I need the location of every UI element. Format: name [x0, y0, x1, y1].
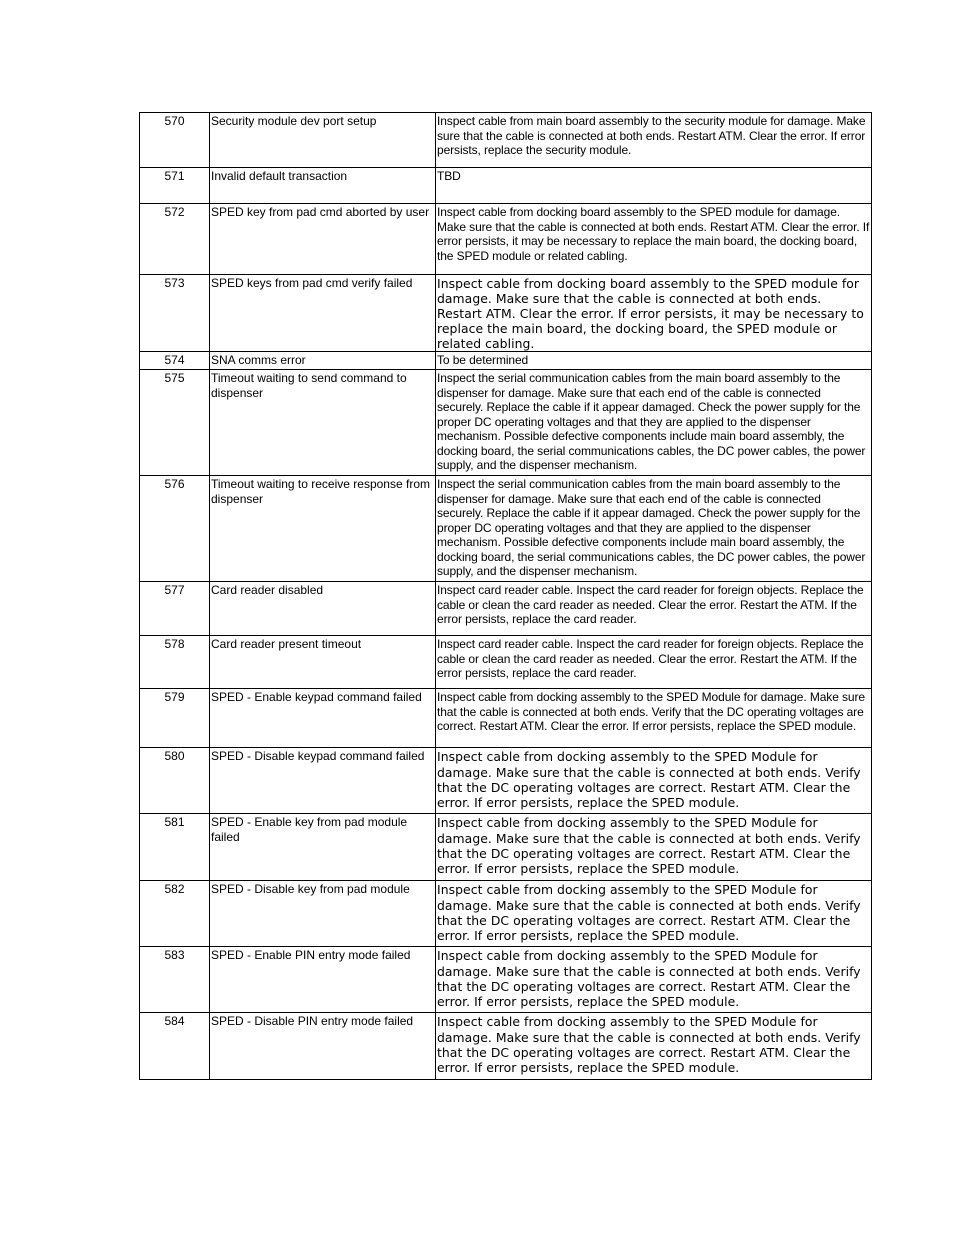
error-description: SPED key from pad cmd aborted by user	[210, 204, 436, 275]
error-code: 572	[140, 204, 210, 275]
error-description: Card reader present timeout	[210, 636, 436, 689]
error-code: 580	[140, 748, 210, 814]
corrective-action: Inspect cable from docking assembly to the SPED Module for damage. Make sure that the cable is connected at both ends. Verify that the DC operating voltages are correct. Restart ATM. Clear the error. If error persists, replace the SPED module.	[436, 689, 872, 748]
table-row	[140, 352, 872, 370]
table-row	[140, 370, 872, 476]
table-row	[140, 748, 872, 814]
table-row	[140, 204, 872, 275]
error-code: 575	[140, 370, 210, 476]
table-row	[140, 881, 872, 947]
corrective-action: Inspect cable from docking board assembly to the SPED module for damage. Make sure that the cable is connected at both ends. Restart ATM. Clear the error. If error persists, it may be necessary to replace the main board, the docking board, the SPED module or related cabling.	[436, 275, 872, 352]
error-description: Timeout waiting to receive response from dispenser	[210, 476, 436, 582]
table-row	[140, 113, 872, 168]
error-code: 578	[140, 636, 210, 689]
table-row	[140, 275, 872, 352]
corrective-action: Inspect the serial communication cables from the main board assembly to the dispenser for damage. Make sure that each end of the cable is connected securely. Replace the cable if it appear damaged. Check the power supply for the proper DC operating voltages and that they are applied to the dispenser mechanism. Possible defective components include main board assembly, the docking board, the serial communications cables, the DC power cables, the power supply, and the dispenser mechanism.	[436, 370, 872, 476]
corrective-action: TBD	[436, 168, 872, 204]
table-row	[140, 582, 872, 636]
error-description: Invalid default transaction	[210, 168, 436, 204]
corrective-action: To be determined	[436, 352, 872, 370]
error-description: SPED - Disable PIN entry mode failed	[210, 1013, 436, 1080]
corrective-action: Inspect cable from docking assembly to the SPED Module for damage. Make sure that the cable is connected at both ends. Verify that the DC operating voltages are correct. Restart ATM. Clear the error. If error persists, replace the SPED module.	[436, 814, 872, 881]
error-code: 570	[140, 113, 210, 168]
error-description: SPED keys from pad cmd verify failed	[210, 275, 436, 352]
table-row	[140, 689, 872, 748]
corrective-action: Inspect cable from docking assembly to the SPED Module for damage. Make sure that the cable is connected at both ends. Verify that the DC operating voltages are correct. Restart ATM. Clear the error. If error persists, replace the SPED module.	[436, 881, 872, 947]
error-description: SPED - Enable PIN entry mode failed	[210, 947, 436, 1013]
table-row	[140, 636, 872, 689]
table-row	[140, 476, 872, 582]
corrective-action: Inspect card reader cable. Inspect the card reader for foreign objects. Replace the cable or clean the card reader as needed. Clear the error. Restart the ATM. If the error persists, replace the card reader.	[436, 636, 872, 689]
table-row	[140, 814, 872, 881]
error-description: SPED - Enable keypad command failed	[210, 689, 436, 748]
corrective-action: Inspect cable from docking assembly to the SPED Module for damage. Make sure that the cable is connected at both ends. Verify that the DC operating voltages are correct. Restart ATM. Clear the error. If error persists, replace the SPED module.	[436, 748, 872, 814]
corrective-action: Inspect cable from docking assembly to the SPED Module for damage. Make sure that the cable is connected at both ends. Verify that the DC operating voltages are correct. Restart ATM. Clear the error. If error persists, replace the SPED module.	[436, 1013, 872, 1080]
error-description: Security module dev port setup	[210, 113, 436, 168]
error-description: SPED - Disable key from pad module	[210, 881, 436, 947]
error-description: SNA comms error	[210, 352, 436, 370]
corrective-action: Inspect the serial communication cables from the main board assembly to the dispenser for damage. Make sure that each end of the cable is connected securely. Replace the cable if it appear damaged. Check the power supply for the proper DC operating voltages and that they are applied to the dispenser mechanism. Possible defective components include main board assembly, the docking board, the serial communications cables, the DC power cables, the power supply, and the dispenser mechanism.	[436, 476, 872, 582]
table-row	[140, 1013, 872, 1080]
corrective-action: Inspect cable from main board assembly to the security module for damage. Make sure that the cable is connected at both ends. Restart ATM. Clear the error. If error persists, replace the security module.	[436, 113, 872, 168]
error-code: 583	[140, 947, 210, 1013]
error-code: 582	[140, 881, 210, 947]
error-code: 574	[140, 352, 210, 370]
corrective-action: Inspect card reader cable. Inspect the card reader for foreign objects. Replace the cable or clean the card reader as needed. Clear the error. Restart the ATM. If the error persists, replace the card reader.	[436, 582, 872, 636]
error-code: 581	[140, 814, 210, 881]
error-description: Card reader disabled	[210, 582, 436, 636]
error-code-table	[139, 112, 872, 1080]
error-code: 576	[140, 476, 210, 582]
error-code: 573	[140, 275, 210, 352]
error-code: 571	[140, 168, 210, 204]
table-row	[140, 168, 872, 204]
table-row	[140, 947, 872, 1013]
error-description: Timeout waiting to send command to dispenser	[210, 370, 436, 476]
error-code: 577	[140, 582, 210, 636]
error-code: 579	[140, 689, 210, 748]
corrective-action: Inspect cable from docking board assembly to the SPED module for damage. Make sure that the cable is connected at both ends. Restart ATM. Clear the error. If error persists, it may be necessary to replace the main board, the docking board, the SPED module or related cabling.	[436, 204, 872, 275]
error-description: SPED - Enable key from pad module failed	[210, 814, 436, 881]
error-code: 584	[140, 1013, 210, 1080]
error-description: SPED - Disable keypad command failed	[210, 748, 436, 814]
corrective-action: Inspect cable from docking assembly to the SPED Module for damage. Make sure that the cable is connected at both ends. Verify that the DC operating voltages are correct. Restart ATM. Clear the error. If error persists, replace the SPED module.	[436, 947, 872, 1013]
